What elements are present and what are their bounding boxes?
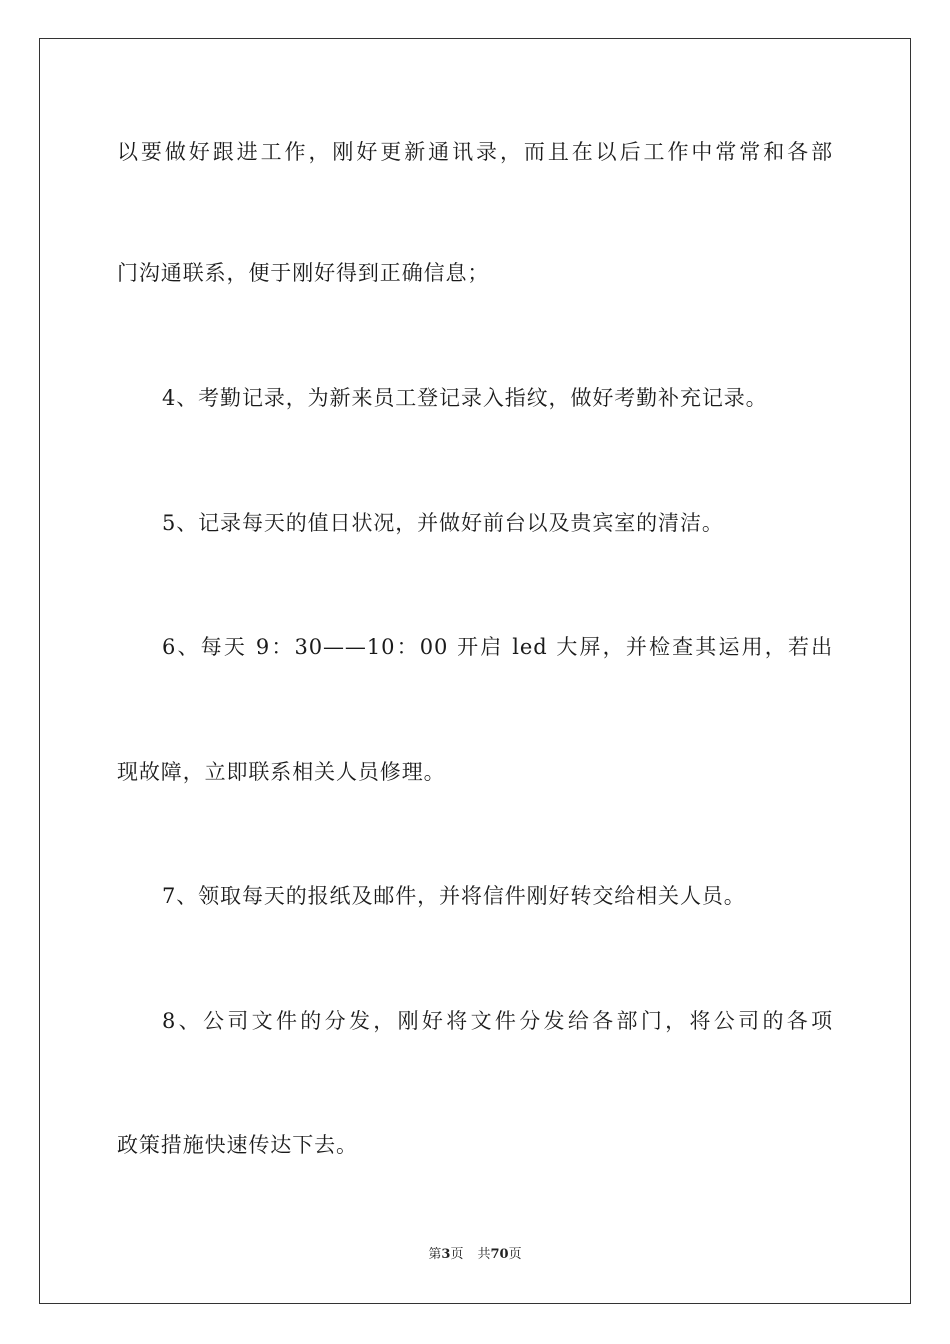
- paragraph-line-2: 门沟通联系，便于刚好得到正确信息；: [117, 261, 490, 285]
- list-item-5: 5、记录每天的值日状况，并做好前台以及贵宾室的清洁。: [162, 511, 724, 535]
- page-footer: [0, 1246, 950, 1264]
- list-item-8: 8、公司文件的分发，刚好将文件分发给各部门，将公司的各项: [162, 1009, 833, 1033]
- list-item-8-continued: 政策措施快速传达下去。: [117, 1133, 358, 1157]
- list-item-6-continued: 现故障，立即联系相关人员修理。: [117, 760, 446, 784]
- paragraph-line-1: 以要做好跟进工作，刚好更新通讯录，而且在以后工作中常常和各部: [117, 140, 833, 164]
- list-item-6: 6、每天 9：30——10：00 开启 led 大屏，并检查其运用，若出: [162, 635, 833, 659]
- list-item-4: 4、考勤记录，为新来员工登记录入指纹，做好考勤补充记录。: [162, 386, 768, 410]
- total-suffix: 页: [508, 1247, 522, 1262]
- total-prefix: 共: [477, 1247, 491, 1262]
- total-pages: 70: [490, 1247, 509, 1262]
- page-number: 3: [441, 1247, 451, 1262]
- page-prefix: 第: [428, 1247, 442, 1262]
- list-item-7: 7、领取每天的报纸及邮件，并将信件刚好转交给相关人员。: [162, 884, 746, 908]
- page-suffix: 页: [450, 1247, 464, 1262]
- page-border: [39, 38, 911, 1304]
